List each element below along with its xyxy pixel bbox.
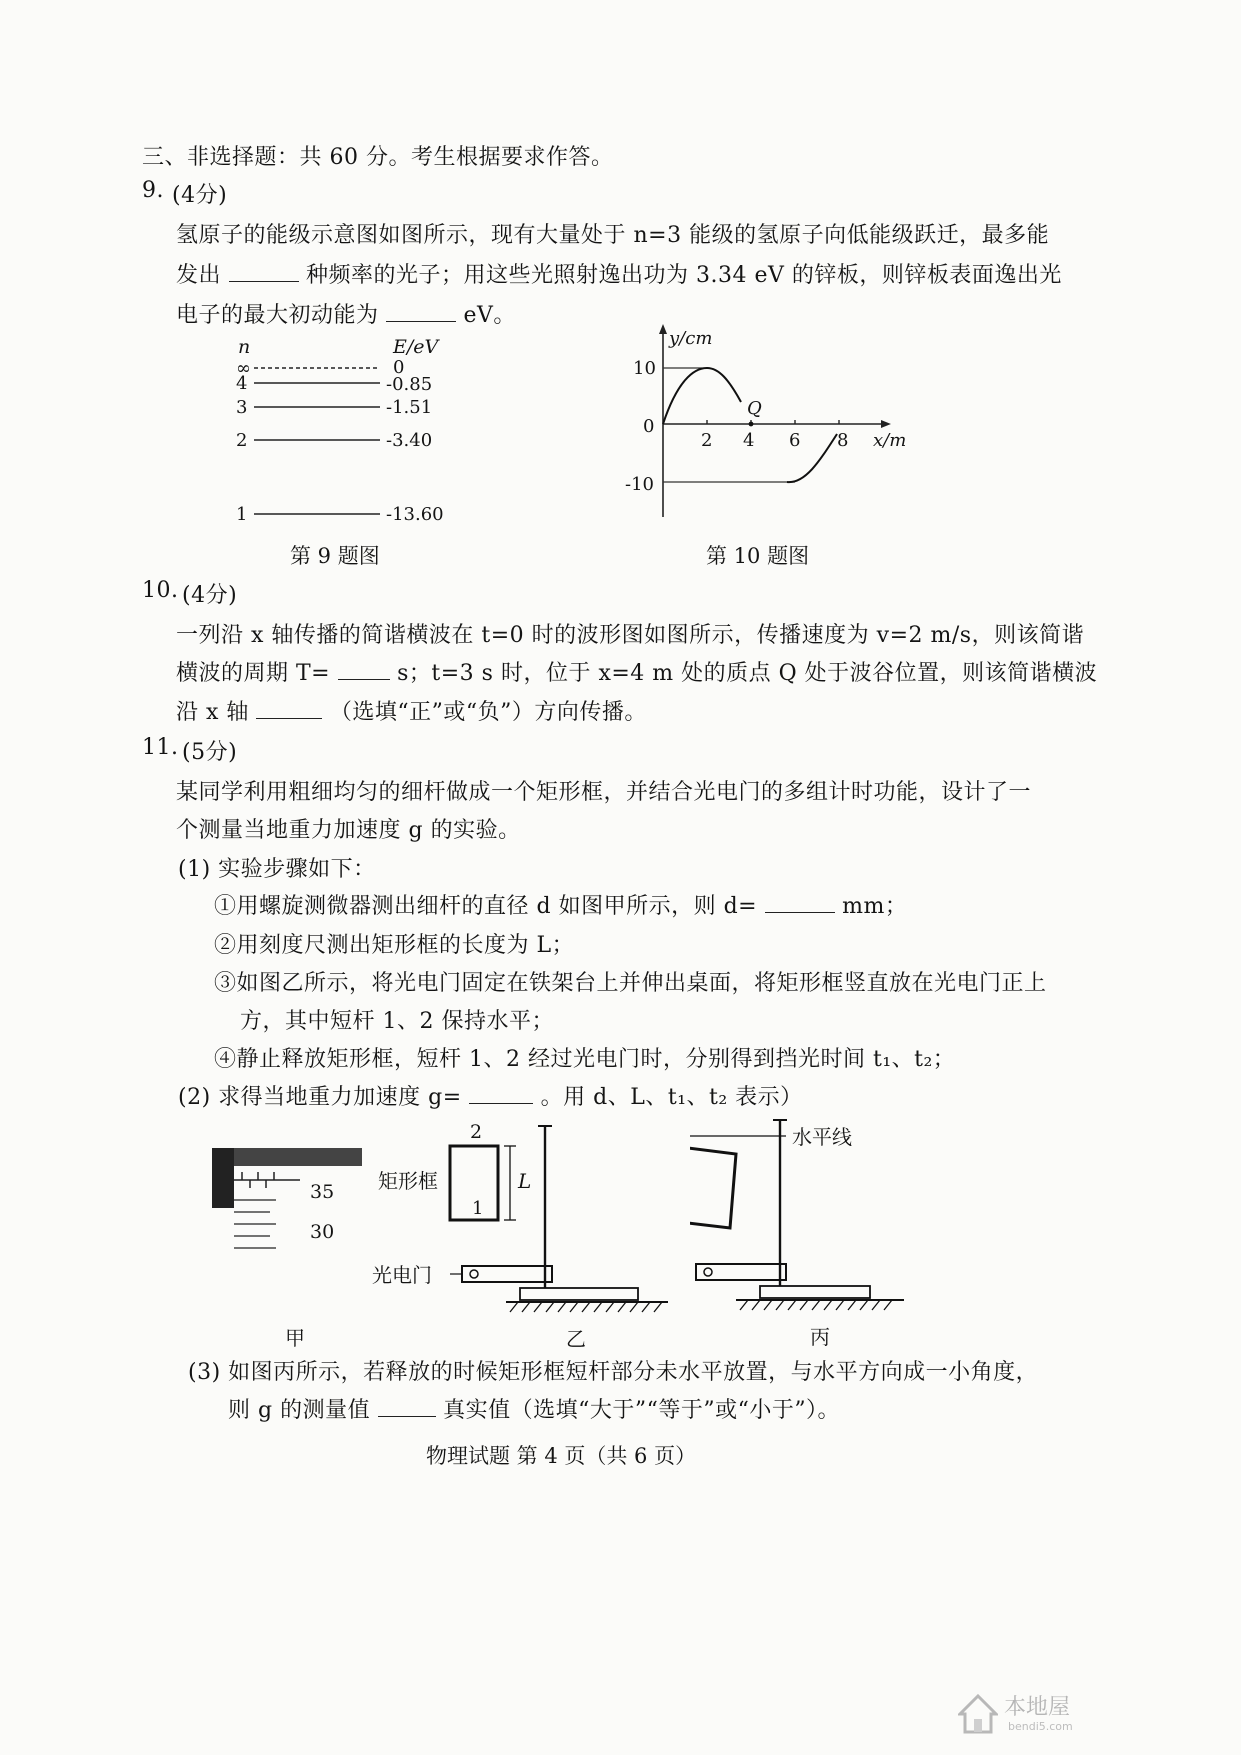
q11-step3-line2: 方，其中短杆 1、2 保持水平； — [240, 1009, 554, 1034]
level-n-inf: ∞ — [236, 358, 251, 379]
q11-part3-suffix: 真实值（选填“大于”“等于”或“小于”）。 — [443, 1398, 841, 1423]
photogate-bing — [696, 1264, 786, 1280]
fig-jia-label: 甲 — [285, 1326, 305, 1350]
watermark-url: bendi5.com — [1008, 1720, 1073, 1733]
y-axis-label: y/cm — [669, 328, 713, 349]
bottom-bar-label: 1 — [472, 1198, 484, 1219]
q11-intro-line1: 某同学利用粗细均匀的细杆做成一个矩形框，并结合光电门的多组计时功能，设计了一 — [176, 780, 1032, 805]
ground-hatch-bing — [740, 1300, 892, 1310]
q11-step2: ②用刻度尺测出矩形框的长度为 L； — [214, 933, 575, 958]
stand-base-bing — [760, 1286, 870, 1298]
level-e-1: -13.60 — [386, 504, 444, 525]
fig10-caption: 第 10 题图 — [706, 544, 810, 568]
fig-yi-label: 乙 — [566, 1327, 586, 1351]
horizontal-label: 水平线 — [792, 1125, 852, 1149]
n-axis-label: n — [238, 336, 251, 358]
q11-step3-line1: ③如图乙所示，将光电门固定在铁架台上并伸出桌面，将矩形框竖直放在光电门正上 — [214, 971, 1047, 996]
q10-number: 10. — [142, 578, 179, 603]
q11-answer-blank-d[interactable] — [765, 892, 835, 913]
q10-line2-suffix: s；t=3 s 时，位于 x=4 m 处的质点 Q 处于波谷位置，则该简谐横波 — [397, 661, 1098, 686]
level-n-4: 4 — [236, 373, 248, 394]
fig-bing-label: 丙 — [810, 1325, 830, 1349]
micrometer-spindle-block — [212, 1148, 234, 1208]
energy-level-diagram — [228, 335, 488, 535]
q11-step1 — [214, 889, 907, 920]
e-axis-label: E/eV — [393, 336, 439, 358]
q11-score: (5分) — [182, 740, 238, 765]
x-tick-2: 2 — [701, 430, 713, 451]
q11-part3-line1: (3) 如图丙所示，若释放的时候矩形框短杆部分未水平放置，与水平方向成一小角度， — [188, 1360, 1039, 1385]
q11-part2-suffix: 。用 d、L、t₁、t₂ 表示） — [540, 1085, 803, 1110]
level-e-3: -1.51 — [386, 397, 433, 418]
q11-part2-prefix: (2) 求得当地重力加速度 g= — [178, 1085, 462, 1110]
q11-part3-prefix: 则 g 的测量值 — [228, 1398, 371, 1423]
photogate — [462, 1266, 552, 1282]
q9-line1: 氢原子的能级示意图如图所示，现有大量处于 n=3 能级的氢原子向低能级跃迁，最多能 — [176, 223, 1050, 248]
q11-part1-heading: (1) 实验步骤如下： — [178, 857, 376, 882]
q9-score: (4分) — [172, 183, 228, 208]
q9-line2-suffix: 种频率的光子；用这些光照射逸出功为 3.34 eV 的锌板，则锌板表面逸出光 — [306, 263, 1062, 288]
q10-line3-prefix: 沿 x 轴 — [176, 700, 249, 725]
q9-line3-suffix: eV。 — [463, 303, 516, 328]
q9-answer-blank-2[interactable] — [386, 301, 456, 322]
micrometer-thimble-top — [212, 1148, 362, 1166]
top-bar-label: 2 — [470, 1121, 483, 1143]
q9-line2-prefix: 发出 — [176, 263, 222, 288]
page-footer: 物理试题 第 4 页（共 6 页） — [426, 1444, 697, 1468]
house-logo-icon — [958, 1692, 998, 1736]
q9-number: 9. — [142, 178, 164, 203]
q11-number: 11. — [142, 735, 179, 760]
q10-answer-blank-2[interactable] — [256, 698, 322, 719]
q10-line3 — [176, 695, 647, 726]
length-label: L — [518, 1169, 532, 1193]
q10-line2-prefix: 横波的周期 T= — [176, 661, 331, 686]
level-n-2: 2 — [236, 430, 248, 451]
level-e-inf: 0 — [393, 357, 405, 378]
y-axis-arrow — [659, 324, 667, 334]
photogate-label: 光电门 — [372, 1263, 432, 1287]
watermark-brand: 本地屋 — [1004, 1695, 1071, 1720]
wave-curve-crest — [663, 368, 741, 424]
q10-line3-suffix: （选填“正”或“负”）方向传播。 — [329, 700, 647, 725]
q9-line3 — [176, 298, 516, 329]
q11-answer-blank-compare[interactable] — [378, 1396, 436, 1417]
micrometer-figure — [150, 1140, 380, 1355]
q11-intro-line2: 个测量当地重力加速度 g 的实验。 — [176, 818, 521, 843]
x-axis-arrow — [881, 420, 891, 428]
q10-score: (4分) — [182, 583, 238, 608]
level-n-1: 1 — [236, 504, 248, 525]
section-header: 三、非选择题：共 60 分。考生根据要求作答。 — [142, 145, 614, 170]
q11-part2 — [178, 1080, 803, 1111]
frame-label: 矩形框 — [378, 1169, 438, 1193]
y-tick-neg10: -10 — [625, 474, 654, 495]
x-tick-4: 4 — [743, 430, 755, 451]
tilted-rect-frame — [690, 1148, 736, 1228]
ground-hatch — [510, 1302, 662, 1312]
q11-step1-prefix: ①用螺旋测微器测出细杆的直径 d 如图甲所示，则 d= — [214, 894, 758, 919]
micrometer-label-35: 35 — [310, 1181, 335, 1203]
q10-answer-blank-1[interactable] — [338, 659, 390, 680]
q11-step4: ④静止释放矩形框，短杆 1、2 经过光电门时，分别得到挡光时间 t₁、t₂； — [214, 1047, 956, 1072]
level-n-3: 3 — [236, 397, 248, 418]
x-tick-8: 8 — [837, 430, 849, 451]
origin-label: 0 — [643, 416, 655, 437]
q11-answer-blank-g[interactable] — [469, 1083, 533, 1104]
photogate-sensor-bing — [704, 1268, 712, 1276]
x-tick-6: 6 — [789, 430, 801, 451]
micrometer-label-30: 30 — [310, 1221, 335, 1243]
photogate-sensor — [470, 1270, 478, 1278]
apparatus-figure-bing — [690, 1116, 920, 1356]
apparatus-figure-yi — [370, 1118, 680, 1356]
q9-answer-blank-1[interactable] — [229, 261, 299, 282]
site-watermark — [958, 1690, 1094, 1740]
level-e-4: -0.85 — [386, 374, 433, 395]
q10-line1: 一列沿 x 轴传播的简谐横波在 t=0 时的波形图如图所示，传播速度为 v=2 m/s，则该简谐 — [176, 623, 1085, 648]
q9-line2 — [176, 258, 1062, 289]
point-q-dot — [749, 422, 754, 427]
fig9-caption: 第 9 题图 — [290, 544, 380, 568]
q11-part3-line2 — [228, 1393, 840, 1424]
level-e-2: -3.40 — [386, 430, 433, 451]
q10-line2 — [176, 656, 1097, 687]
wave-graph — [615, 322, 915, 527]
x-axis-label: x/m — [873, 430, 907, 451]
y-tick-10: 10 — [633, 358, 656, 379]
q11-step1-suffix: mm； — [842, 894, 908, 919]
point-q-label: Q — [747, 398, 762, 419]
stand-base — [520, 1288, 638, 1300]
q9-line3-prefix: 电子的最大初动能为 — [176, 303, 379, 328]
